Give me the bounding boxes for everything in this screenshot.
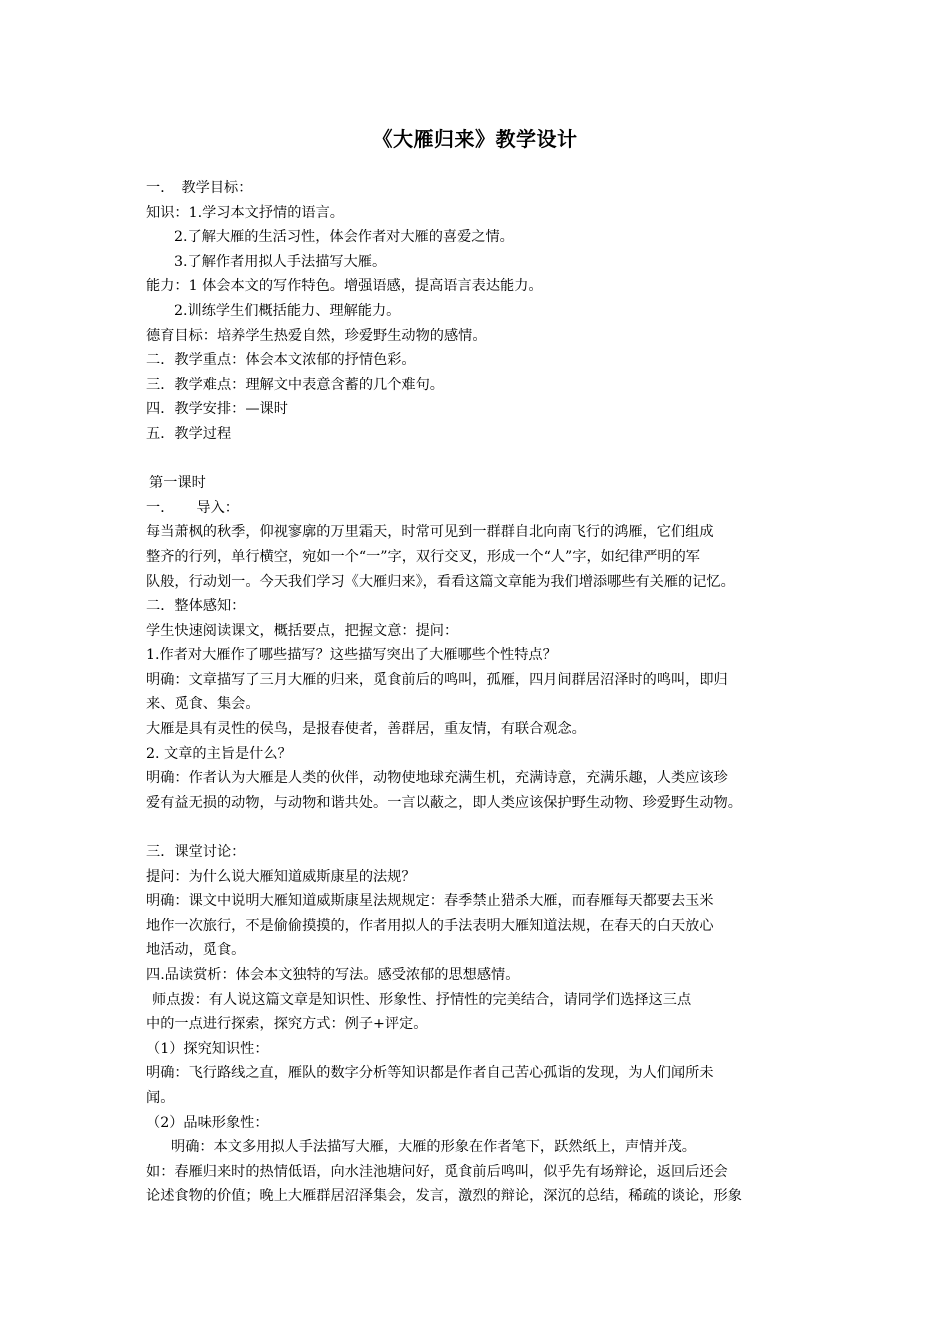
paragraph-line: 整齐的行列，单行横空，宛如一个“一”字，双行交叉，形成一个“人”字，如纪律严明的军 bbox=[146, 548, 700, 565]
paragraph-line: 来、觅食、集会。 bbox=[146, 696, 260, 713]
section-label: 导入： bbox=[196, 499, 239, 516]
paragraph-line: 学生快速阅读课文，概括要点，把握文意：提问： bbox=[146, 622, 459, 639]
paragraph-line: 能力：1 体会本文的写作特色。增强语感，提高语言表达能力。 bbox=[146, 278, 543, 295]
paragraph-line: 明确：飞行路线之直，雁队的数字分析等知识都是作者自己苦心孤诣的发现，为人们闻所未 bbox=[146, 1065, 714, 1082]
paragraph-line: 德育目标：培养学生热爱自然，珍爱野生动物的感情。 bbox=[146, 327, 487, 344]
paragraph-line: 师点拨：有人说这篇文章是知识性、形象性、抒情性的完美结合，请同学们选择这三点 bbox=[152, 991, 692, 1008]
question-line: 提问：为什么说大雁知道威斯康星的法规？ bbox=[146, 868, 416, 885]
blank-line bbox=[146, 815, 826, 840]
paragraph-line: 3.了解作者用拟人手法描写大雁。 bbox=[174, 253, 387, 270]
section-heading-appreciation: 四.品读赏析：体会本文独特的写法。感受浓郁的思想感情。 bbox=[146, 967, 520, 983]
question-line: 2. 文章的主旨是什么？ bbox=[146, 745, 292, 762]
paragraph-line: 闻。 bbox=[146, 1089, 175, 1106]
paragraph-line: 地活动，觅食。 bbox=[146, 942, 246, 959]
paragraph-line: 每当萧枫的秋季，仰视寥廓的万里霜天，时常可见到一群群自北向南飞行的鸿雁，它们组成 bbox=[146, 524, 714, 541]
section-number: 一． bbox=[146, 499, 175, 516]
subheading-line: （2）品味形象性： bbox=[146, 1114, 269, 1131]
paragraph-line: 明确：文章描写了三月大雁的归来，觅食前后的鸣叫，孤雁，四月间群居沼泽时的鸣叫，即归 bbox=[146, 671, 728, 688]
paragraph-line: 论述食物的价值；晚上大雁群居沼泽集会，发言，激烈的辩论，深沉的总结，稀疏的谈论，形象 bbox=[146, 1188, 742, 1205]
subheading-line: （1）探究知识性： bbox=[146, 1040, 269, 1057]
section-heading-intro bbox=[146, 496, 826, 521]
section-heading-discussion: 三．课堂讨论： bbox=[146, 844, 246, 861]
lesson-heading: 第一课时 bbox=[149, 475, 206, 492]
section-heading-objectives: 一． 教学目标： bbox=[146, 180, 253, 196]
section-heading-overview: 二．整体感知： bbox=[146, 598, 246, 615]
paragraph-line: 队般，行动划一。今天我们学习《大雁归来》，看看这篇文章能为我们增添哪些有关雁的记忆。 bbox=[146, 573, 735, 590]
paragraph-line: 如：春雁归来时的热情低语，向水洼池塘问好，觅食前后鸣叫，似乎先有场辩论，返回后还会 bbox=[146, 1163, 728, 1180]
paragraph-line: 明确：作者认为大雁是人类的伙伴，动物使地球充满生机，充满诗意，充满乐趣，人类应该珍 bbox=[146, 770, 728, 787]
document-body bbox=[146, 176, 826, 1209]
question-line: 1.作者对大雁作了哪些描写？这些描写突出了大雁哪些个性特点？ bbox=[146, 647, 557, 664]
paragraph-line: 地作一次旅行，不是偷偷摸摸的，作者用拟人的手法表明大雁知道法规，在春天的白天放心 bbox=[146, 917, 714, 934]
paragraph-line: 爱有益无损的动物，与动物和谐共处。一言以蔽之，即人类应该保护野生动物、珍爱野生动物。 bbox=[146, 794, 742, 811]
section-heading-process: 五．教学过程 bbox=[146, 425, 232, 442]
document-title: 《大雁归来》教学设计 bbox=[372, 127, 578, 151]
section-heading-arrangement: 四．教学安排：—课时 bbox=[146, 401, 288, 418]
paragraph-line: 2.了解大雁的生活习性，体会作者对大雁的喜爱之情。 bbox=[174, 229, 514, 246]
paragraph-line: 知识：1.学习本文抒情的语言。 bbox=[146, 204, 344, 221]
paragraph-line: 明确：本文多用拟人手法描写大雁，大雁的形象在作者笔下，跃然纸上，声情并茂。 bbox=[171, 1139, 696, 1156]
paragraph-line: 2.训练学生们概括能力、理解能力。 bbox=[174, 302, 401, 319]
paragraph-line: 中的一点进行探索，探究方式：例子+评定。 bbox=[146, 1016, 428, 1033]
section-heading-key-points: 二．教学重点：体会本文浓郁的抒情色彩。 bbox=[146, 352, 416, 369]
paragraph-line: 明确：课文中说明大雁知道威斯康星法规规定：春季禁止猎杀大雁，而春雁每天都要去玉米 bbox=[146, 893, 714, 910]
section-heading-difficulties: 三．教学难点：理解文中表意含蓄的几个难句。 bbox=[146, 376, 444, 393]
blank-line bbox=[146, 447, 826, 472]
paragraph-line: 大雁是具有灵性的侯鸟，是报春使者，善群居，重友情，有联合观念。 bbox=[146, 721, 586, 738]
